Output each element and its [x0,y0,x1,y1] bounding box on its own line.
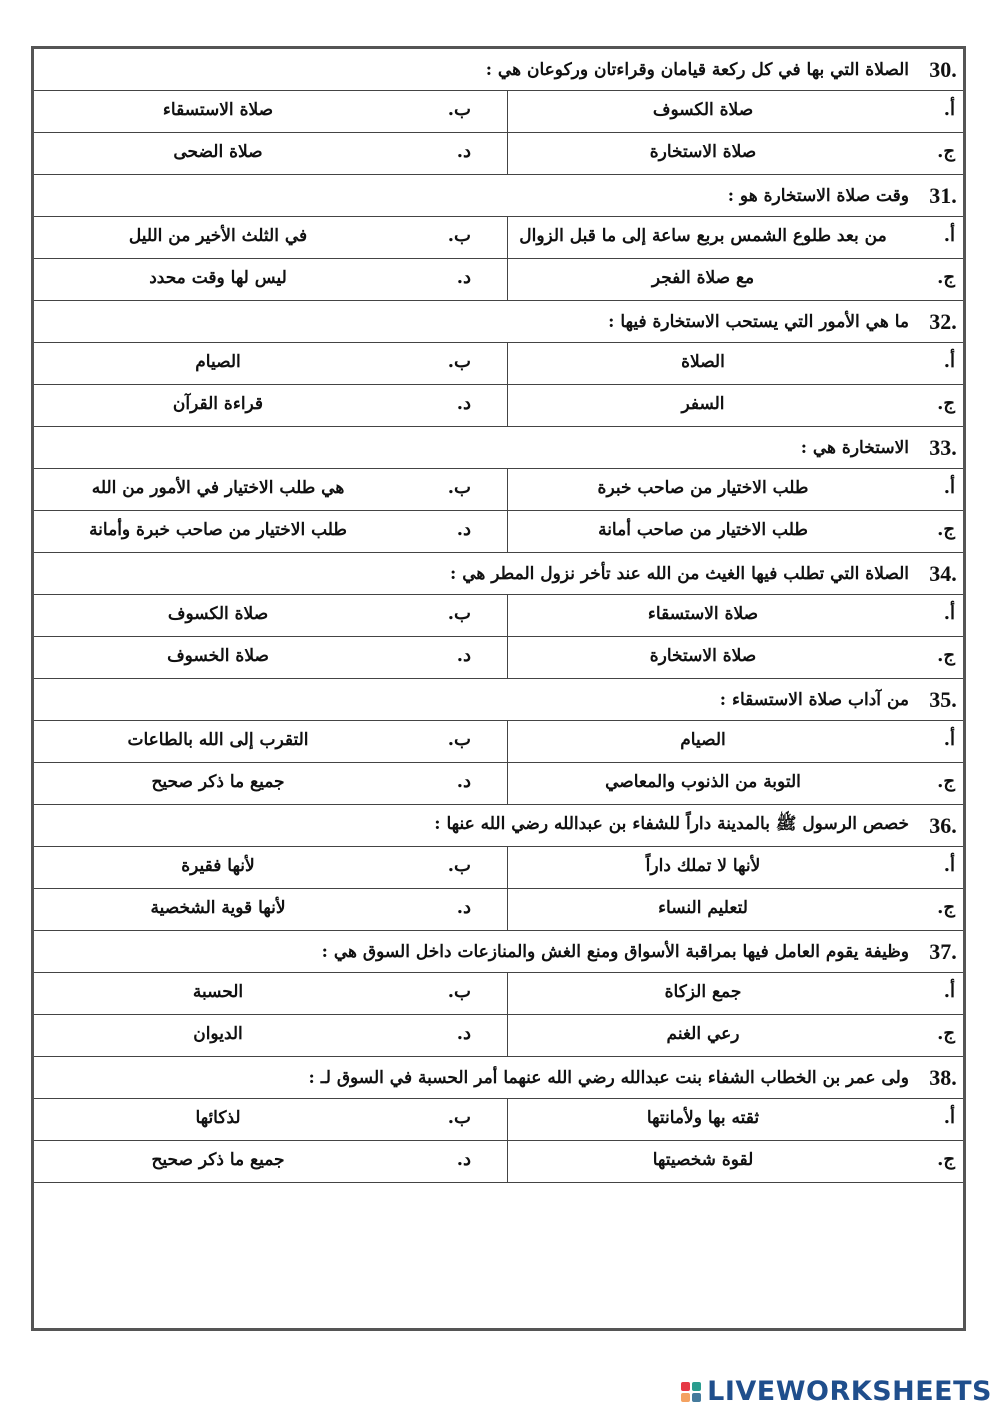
column-divider [507,1015,508,1056]
question-row [34,553,963,595]
option-letter: ب. [447,225,471,246]
options-row [34,847,963,889]
column-divider [507,595,508,636]
question-number: 34. [929,560,957,586]
brand-square-2 [692,1382,701,1391]
question-number: 30. [929,56,957,82]
option-letter: أ. [943,1107,955,1128]
brand-square-4 [692,1393,701,1402]
question-row [34,1057,963,1099]
column-divider [507,133,508,174]
question-text: الصلاة التي بها في كل ركعة قيامان وقراءتان وركوعان هي : [485,59,909,80]
option-text: السفر [681,394,725,414]
option-text: قراءة القرآن [172,394,264,414]
option-text: لقوة شخصيتها [652,1150,754,1170]
options-row [34,511,963,553]
option-letter: ب. [447,477,471,498]
column-divider [507,763,508,804]
question-number: 35. [929,686,957,712]
option-text: صلاة الكسوف [652,100,754,120]
option-letter: ج. [937,897,955,918]
question-text: الاستخارة هي : [800,437,909,458]
option-text: الحسبة [192,982,244,1002]
option-letter: ب. [447,855,471,876]
question-row [34,175,963,217]
column-divider [507,721,508,762]
option-text: لأنها قوية الشخصية [150,898,286,918]
question-row [34,931,963,973]
column-divider [507,469,508,510]
question-row [34,49,963,91]
option-text: لتعليم النساء [658,898,748,918]
option-text: لذكائها [195,1108,241,1128]
worksheet [31,46,966,1331]
option-text: صلاة الاستخارة [649,646,757,666]
question-number: 31. [929,182,957,208]
question-number: 32. [929,308,957,334]
options-row [34,763,963,805]
option-text: صلاة الكسوف [167,604,269,624]
option-letter: د. [456,393,471,414]
option-text: صلاة الخسوف [167,646,269,666]
option-letter: ج. [937,1149,955,1170]
option-letter: د. [456,141,471,162]
question-number: 33. [929,434,957,460]
column-divider [507,343,508,384]
column-divider [507,511,508,552]
question-text: وظيفة يقوم العامل فيها بمراقبة الأسواق ومنع الغش والمنازعات داخل السوق هي : [321,941,909,962]
column-divider [507,889,508,930]
question-number: 36. [929,812,957,838]
column-divider [507,259,508,300]
option-text: لأنها فقيرة [181,856,255,876]
question-number: 38. [929,1064,957,1090]
option-text: ثقته بها ولأمانتها [646,1108,760,1128]
options-row [34,343,963,385]
option-text: مع صلاة الفجر [651,268,755,288]
option-text: الصيام [680,730,726,750]
option-text: صلاة الاستخارة [649,142,757,162]
column-divider [507,91,508,132]
option-text: الصلاة [681,352,725,372]
option-letter: أ. [943,225,955,246]
option-text: طلب الاختيار من صاحب خبرة [597,478,809,498]
options-row [34,133,963,175]
option-text: جمع الزكاة [664,982,742,1002]
column-divider [507,973,508,1014]
question-text: ما هي الأمور التي يستحب الاستخارة فيها : [608,311,909,332]
options-row [34,1099,963,1141]
column-divider [507,1099,508,1140]
option-text: الديوان [193,1024,243,1044]
question-row [34,427,963,469]
option-letter: د. [456,1149,471,1170]
option-letter: ب. [447,981,471,1002]
option-text: رعي الغنم [666,1024,740,1044]
options-row [34,595,963,637]
option-letter: ب. [447,99,471,120]
option-letter: أ. [943,351,955,372]
option-letter: د. [456,897,471,918]
option-letter: أ. [943,477,955,498]
option-text: جميع ما ذكر صحيح [151,772,285,792]
options-row [34,91,963,133]
question-text: من آداب صلاة الاستسقاء : [719,689,909,710]
option-letter: ج. [937,771,955,792]
brand-name: LIVEWORKSHEETS [707,1376,992,1407]
brand-grid-icon [681,1382,701,1402]
option-letter: ب. [447,603,471,624]
option-letter: ب. [447,729,471,750]
options-row [34,973,963,1015]
option-text: التوبة من الذنوب والمعاصي [605,772,801,792]
option-text: هي طلب الاختيار في الأمور من الله [91,478,345,498]
options-row [34,217,963,259]
options-row [34,259,963,301]
option-text: صلاة الاستسقاء [647,604,759,624]
option-text: لأنها لا تملك داراً [645,856,761,876]
option-text: جميع ما ذكر صحيح [151,1150,285,1170]
option-letter: ج. [937,519,955,540]
option-letter: ج. [937,645,955,666]
options-row [34,889,963,931]
question-number: 37. [929,938,957,964]
question-text: الصلاة التي تطلب فيها الغيث من الله عند تأخر نزول المطر هي : [450,563,909,584]
option-text: في الثلث الأخير من الليل [128,226,308,246]
options-row [34,469,963,511]
option-letter: د. [456,771,471,792]
option-letter: أ. [943,603,955,624]
option-letter: د. [456,645,471,666]
option-text: من بعد طلوع الشمس بربع ساعة إلى ما قبل الزوال [519,226,887,246]
option-text: ليس لها وقت محدد [149,268,287,288]
option-letter: أ. [943,981,955,1002]
option-letter: ج. [937,1023,955,1044]
option-text: الصيام [195,352,241,372]
option-letter: ج. [937,267,955,288]
option-text: طلب الاختيار من صاحب خبرة وأمانة [89,520,347,540]
option-letter: أ. [943,99,955,120]
question-text: ولى عمر بن الخطاب الشفاء بنت عبدالله رضي الله عنهما أمر الحسبة في السوق لـ : [308,1067,909,1088]
option-letter: أ. [943,729,955,750]
question-row [34,679,963,721]
options-row [34,385,963,427]
column-divider [507,385,508,426]
column-divider [507,217,508,258]
options-row [34,637,963,679]
option-text: التقرب إلى الله بالطاعات [127,730,309,750]
option-text: صلاة الاستسقاء [162,100,274,120]
option-letter: د. [456,519,471,540]
option-text: صلاة الضحى [173,142,263,162]
column-divider [507,637,508,678]
option-letter: د. [456,1023,471,1044]
option-letter: أ. [943,855,955,876]
brand-square-3 [681,1393,690,1402]
option-letter: ب. [447,351,471,372]
question-text: وقت صلاة الاستخارة هو : [727,185,909,206]
option-letter: ج. [937,393,955,414]
option-letter: ب. [447,1107,471,1128]
options-row [34,1015,963,1057]
column-divider [507,1141,508,1182]
options-row [34,1141,963,1183]
liveworksheets-logo [681,1376,992,1407]
column-divider [507,847,508,888]
options-row [34,721,963,763]
option-letter: د. [456,267,471,288]
option-letter: ج. [937,141,955,162]
question-row [34,805,963,847]
brand-square-1 [681,1382,690,1391]
question-text: خصص الرسول ﷺ بالمدينة داراً للشفاء بن عبدالله رضي الله عنها : [434,814,909,834]
option-text: طلب الاختيار من صاحب أمانة [598,520,808,540]
question-row [34,301,963,343]
